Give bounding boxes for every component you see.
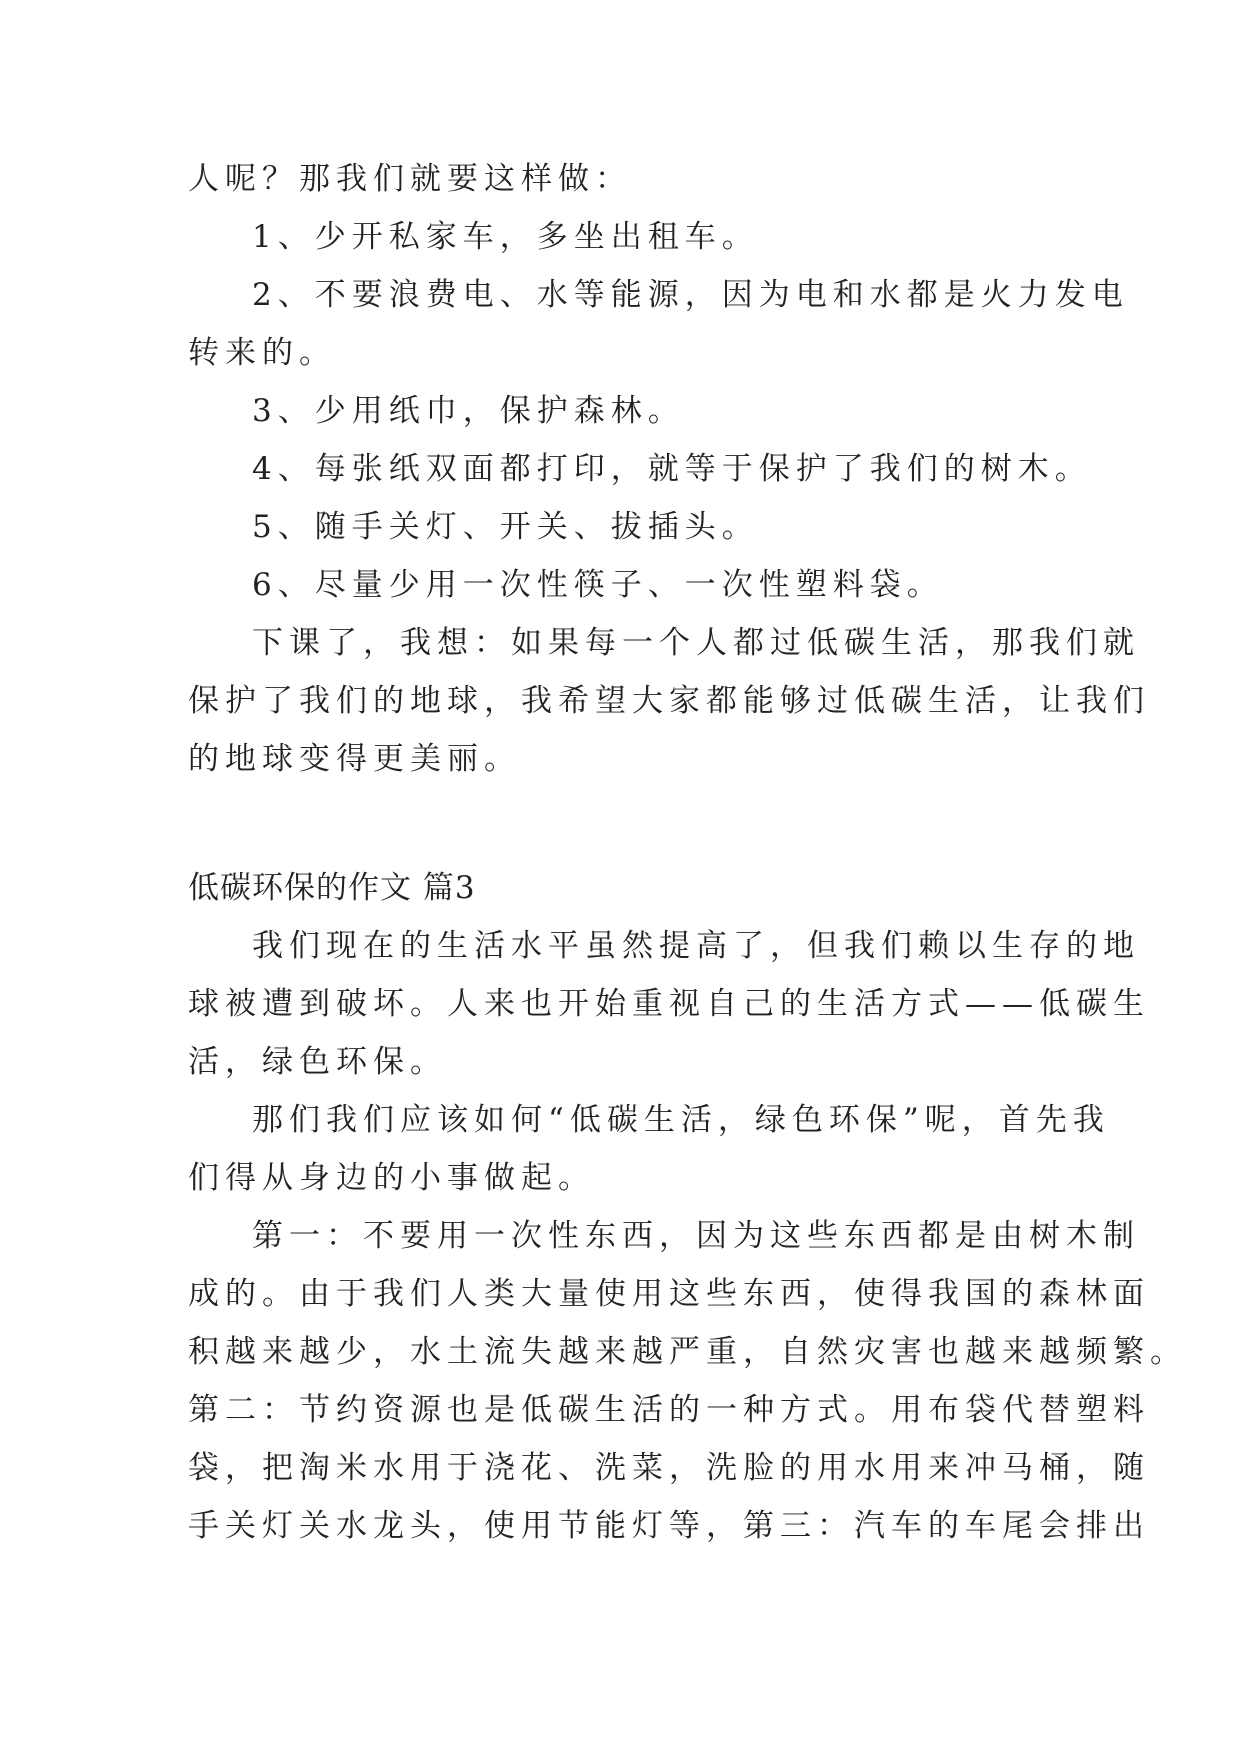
list-item-5: 5、随手关灯、开关、拔插头。	[252, 509, 759, 545]
paragraph-line: 们得从身边的小事做起。	[188, 1160, 595, 1196]
list-item-3: 3、少用纸巾，保护森林。	[252, 393, 685, 429]
paragraph-line: 的地球变得更美丽。	[188, 741, 521, 777]
list-item-4: 4、每张纸双面都打印，就等于保护了我们的树木。	[252, 451, 1092, 487]
paragraph-line: 袋，把淘米水用于浇花、洗菜，洗脸的用水用来冲马桶，随	[188, 1450, 1150, 1486]
section-heading-block	[188, 859, 1050, 917]
paragraph-line: 球被遭到破坏。人来也开始重视自己的生活方式——低碳生	[188, 986, 1150, 1022]
paragraph-line: 保护了我们的地球，我希望大家都能够过低碳生活，让我们	[188, 683, 1150, 719]
paragraph-line: 手关灯关水龙头，使用节能灯等，第三：汽车的车尾会排出	[188, 1508, 1150, 1544]
paragraph-line: 成的。由于我们人类大量使用这些东西，使得我国的森林面	[188, 1276, 1150, 1312]
list-item-2: 2、不要浪费电、水等能源，因为电和水都是火力发电	[252, 277, 1129, 313]
list-item-6: 6、尽量少用一次性筷子、一次性塑料袋。	[252, 567, 944, 603]
paragraph-line: 积越来越少，水土流失越来越严重，自然灾害也越来越频繁。	[188, 1334, 1187, 1370]
essay-part-1	[188, 150, 1150, 788]
paragraph-line: 那们我们应该如何“低碳生活，绿色环保”呢，首先我	[252, 1102, 1110, 1138]
essay-part-2	[188, 917, 1187, 1555]
list-item-2-continuation: 转来的。	[188, 335, 336, 371]
paragraph-line: 下课了，我想：如果每一个人都过低碳生活，那我们就	[252, 625, 1140, 661]
paragraph-line: 人呢？那我们就要这样做：	[188, 161, 632, 197]
section-heading: 低碳环保的作文 篇3	[188, 870, 476, 906]
paragraph-line: 我们现在的生活水平虽然提高了，但我们赖以生存的地	[252, 928, 1140, 964]
paragraph-line: 活，绿色环保。	[188, 1044, 447, 1080]
list-item-1: 1、少开私家车，多坐出租车。	[252, 219, 759, 255]
paragraph-line: 第二：节约资源也是低碳生活的一种方式。用布袋代替塑料	[188, 1392, 1150, 1428]
paragraph-line: 第一：不要用一次性东西，因为这些东西都是由树木制	[252, 1218, 1140, 1254]
